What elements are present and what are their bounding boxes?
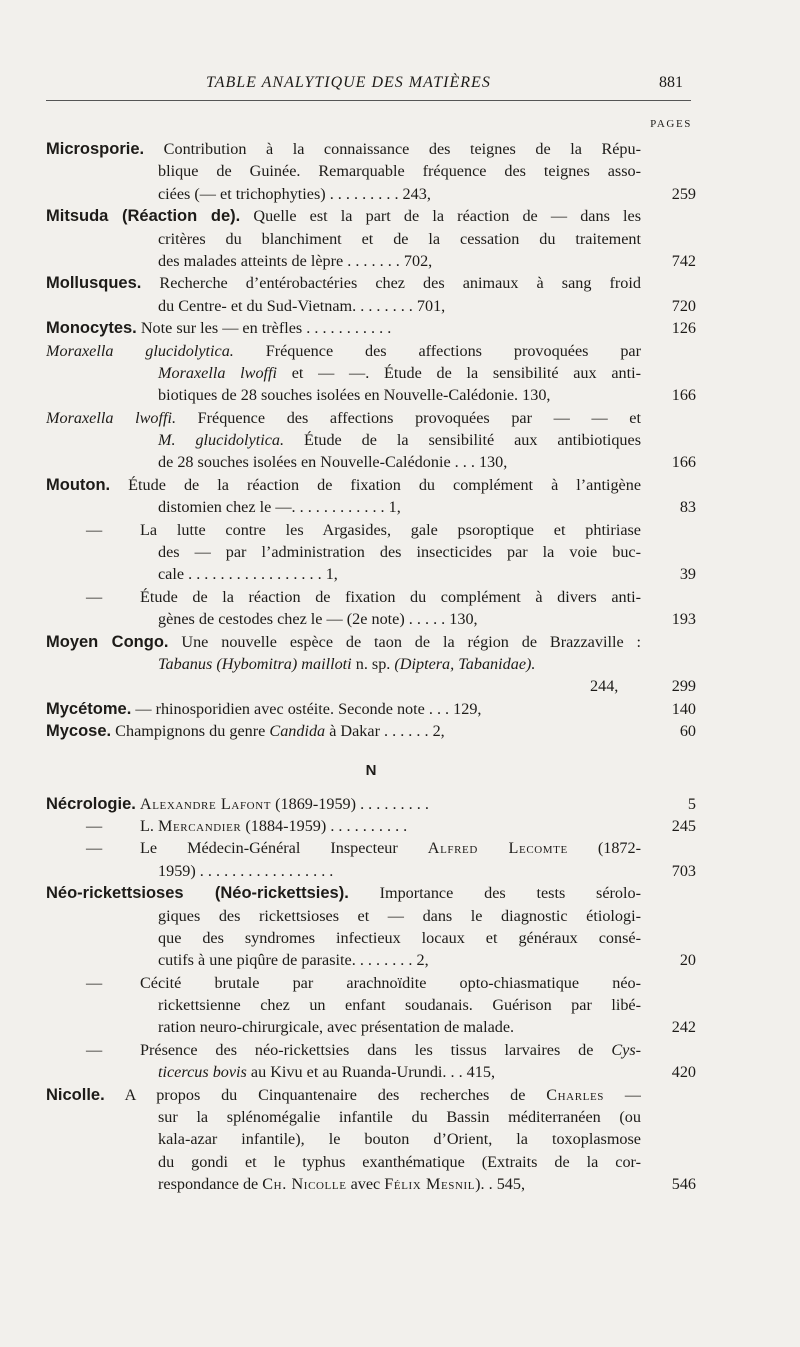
pages-column-label: PAGES <box>650 118 692 130</box>
entry-text: (1869-1959) . . . . . . . . . <box>275 794 429 813</box>
entry-text: — <box>624 1085 641 1104</box>
entry-text: Importance des tests sérolo- <box>379 884 641 903</box>
entry-text: des — par l’administration des insecticides par la voie buc- <box>158 543 641 562</box>
entry-text: Une nouvelle espèce de taon de la région de Brazzaville : <box>181 632 641 651</box>
entry-necrologie <box>46 793 696 883</box>
entry-headword: Nécrologie. <box>46 794 136 813</box>
entry-text: rickettsienne chez un enfant soudanais. Guérison par libé- <box>158 996 641 1015</box>
entry-text: des malades atteints de lèpre . . . . . . . 702, <box>158 251 433 270</box>
entry-text: n. sp. <box>355 654 391 673</box>
page-ref: 166 <box>671 386 696 405</box>
entry-text: Champignons du genre <box>115 722 266 741</box>
page-ref: 5 <box>687 794 696 813</box>
entry-text: à Dakar . . . . . . 2, <box>329 722 445 741</box>
page-ref: 140 <box>671 699 696 718</box>
entry-moyen-congo <box>46 631 696 698</box>
entry-headword: Monocytes. <box>46 319 137 338</box>
entry-text: (1884-1959) . . . . . . . . . . <box>245 816 408 835</box>
page-ref: 83 <box>679 498 696 517</box>
person-name: Mercandier <box>157 816 242 835</box>
entry-text: au Kivu et au Ruanda-Urundi. . . 415, <box>250 1063 496 1082</box>
entry-text: du Centre- et du Sud-Vietnam. . . . . . . . 701, <box>158 296 446 315</box>
entry-text: giques des rickettsioses et — dans le diagnostic étiologi- <box>158 906 641 925</box>
entry-text: Note sur les — en trèfles . . . . . . . . . . . <box>140 319 392 338</box>
entry-text: ration neuro-chirurgicale, avec présentation de malade. <box>158 1018 515 1037</box>
entry-text: Le Médecin-Général Inspecteur <box>140 839 398 858</box>
repeat-dash: — <box>86 816 103 835</box>
entry-headword: Mitsuda (Réaction de). <box>46 207 241 226</box>
entry-text: du gondi et le typhus exanthématique (Extraits de la cor- <box>158 1152 641 1171</box>
running-head <box>46 70 691 96</box>
entry-text: et — —. Étude de la sensibilité aux anti- <box>291 363 641 382</box>
page-ref: 193 <box>671 610 696 629</box>
entry-text: Contribution à la connaissance des teignes de la Répu- <box>163 140 641 158</box>
entry-text-italic: ticercus bovis <box>158 1063 247 1082</box>
entry-text: respondance de <box>158 1175 259 1194</box>
person-name: Ch. Nicolle <box>262 1175 347 1194</box>
entry-headword: Mollusques. <box>46 274 142 293</box>
entry-headword: Moraxella glucidolytica. <box>46 341 234 360</box>
page-ref: 259 <box>671 184 696 203</box>
entry-text-italic: Candida <box>269 722 326 741</box>
entry-text: ciées (— et trichophyties) . . . . . . . . . 243, <box>158 184 431 203</box>
entry-headword: Mycose. <box>46 722 112 741</box>
entry-headword: Moyen Congo. <box>46 632 169 651</box>
repeat-dash: — <box>86 520 103 539</box>
entry-text: ). . 545, <box>475 1175 526 1194</box>
page-ref: 242 <box>671 1018 696 1037</box>
entry-text: Fréquence des affections provoquées par — — et <box>197 408 641 427</box>
entry-microsporie <box>46 138 696 205</box>
page-ref: 126 <box>671 319 696 338</box>
entry-text: Recherche d’entérobactéries chez des animaux à sang froid <box>159 274 641 293</box>
entry-text: blique de Guinée. Remarquable fréquence des teignes asso- <box>158 162 641 181</box>
page-ref: 299 <box>671 677 696 696</box>
entry-text: Fréquence des affections provoquées par <box>265 341 641 360</box>
entry-text-italic: Moraxella lwoffi <box>158 363 278 382</box>
entry-monocytes <box>46 317 696 339</box>
entry-moraxella-lwoffi <box>46 407 696 474</box>
entry-text: Quelle est la part de la réaction de — dans les <box>253 207 641 226</box>
entry-text: A propos du Cinquantenaire des recherches de <box>124 1085 526 1104</box>
entry-text: Étude de la sensibilité aux antibiotiques <box>303 431 641 450</box>
entry-text: L. <box>140 816 154 835</box>
entry-text: Présence des néo-rickettsies dans les tissus larvaires de <box>140 1040 594 1059</box>
entry-text: 244, <box>590 677 619 696</box>
page-ref: 245 <box>671 816 696 835</box>
entry-headword: Moraxella lwoffi. <box>46 408 176 427</box>
entry-text: critères du blanchiment et de la cessation du traitement <box>158 229 641 248</box>
entry-nicolle <box>46 1084 696 1196</box>
repeat-dash: — <box>86 587 103 606</box>
repeat-dash: — <box>86 1040 103 1059</box>
page-ref: 546 <box>671 1175 696 1194</box>
person-name: Alfred Lecomte <box>427 839 568 858</box>
entry-text: Étude de la réaction de fixation du complément à l’antigène <box>128 475 641 494</box>
page-ref: 60 <box>679 722 696 741</box>
entry-mouton <box>46 474 696 631</box>
page-ref: 742 <box>671 251 696 270</box>
entry-text-italic: (Diptera, Tabanidae). <box>394 654 536 673</box>
entry-text: gènes de cestodes chez le — (2e note) . . . . . 130, <box>158 610 478 629</box>
entry-text: sur la splénomégalie infantile du Bassin méditerranéen (ou <box>158 1108 641 1127</box>
entry-text: La lutte contre les Argasides, gale psoroptique et phtiriase <box>140 520 641 539</box>
entry-text-italic: M. glucidolytica. <box>158 431 285 450</box>
entry-text: Étude de la réaction de fixation du complément à divers anti- <box>140 587 641 606</box>
entry-text: que des syndromes infectieux locaux et généraux consé- <box>158 928 641 947</box>
entry-text-italic: Cys- <box>611 1040 641 1059</box>
entry-headword: Mycétome. <box>46 699 132 718</box>
repeat-dash: — <box>86 839 103 858</box>
entry-text-italic: Tabanus (Hybomitra) mailloti <box>158 654 352 673</box>
entry-headword: Mouton. <box>46 475 111 494</box>
entry-headword: Microsporie. <box>46 140 145 158</box>
header-rule <box>46 100 691 101</box>
page-ref: 39 <box>679 565 696 584</box>
entry-moraxella-glucidolytica <box>46 340 696 407</box>
entry-text: cale . . . . . . . . . . . . . . . . . 1, <box>158 565 338 584</box>
page-ref: 703 <box>671 861 696 880</box>
index-entries <box>46 138 696 1196</box>
page-ref: 720 <box>671 296 696 315</box>
page-number: 881 <box>659 74 683 91</box>
entry-mycetome <box>46 698 696 720</box>
repeat-dash: — <box>86 973 103 992</box>
entry-mitsuda <box>46 205 696 272</box>
entry-text: de 28 souches isolées en Nouvelle-Calédonie . . . 130, <box>158 453 508 472</box>
entry-text: avec <box>350 1175 381 1194</box>
entry-text: (1872- <box>597 839 641 858</box>
entry-mycose <box>46 720 696 742</box>
entry-text: 1959) . . . . . . . . . . . . . . . . . <box>158 861 334 880</box>
person-name: Alexandre Lafont <box>139 794 272 813</box>
entry-neo-rickettsioses <box>46 882 696 1084</box>
entry-text: distomien chez le —. . . . . . . . . . . . 1, <box>158 498 401 517</box>
entry-headword: Néo-rickettsioses (Néo-rickettsies). <box>46 884 349 903</box>
running-head-title: TABLE ANALYTIQUE DES MATIÈRES <box>206 74 491 91</box>
entry-text: cutifs à une piqûre de parasite. . . . . . . . 2, <box>158 951 429 970</box>
page-ref: 20 <box>679 951 696 970</box>
entry-headword: Nicolle. <box>46 1085 105 1104</box>
section-letter-heading: N <box>365 761 377 779</box>
entry-text: Cécité brutale par arachnoïdite opto-chiasmatique néo- <box>140 973 641 992</box>
person-name: Charles <box>546 1085 605 1104</box>
entry-text: — rhinosporidien avec ostéite. Seconde note . . . 129, <box>135 699 482 718</box>
page-ref: 420 <box>671 1063 696 1082</box>
entry-text: biotiques de 28 souches isolées en Nouvelle-Calédonie. 130, <box>158 386 551 405</box>
entry-mollusques <box>46 272 696 317</box>
page-ref: 166 <box>671 453 696 472</box>
entry-text: kala-azar infantile), le bouton d’Orient, la toxoplasmose <box>158 1130 641 1149</box>
person-name: Félix Mesnil <box>384 1175 476 1194</box>
